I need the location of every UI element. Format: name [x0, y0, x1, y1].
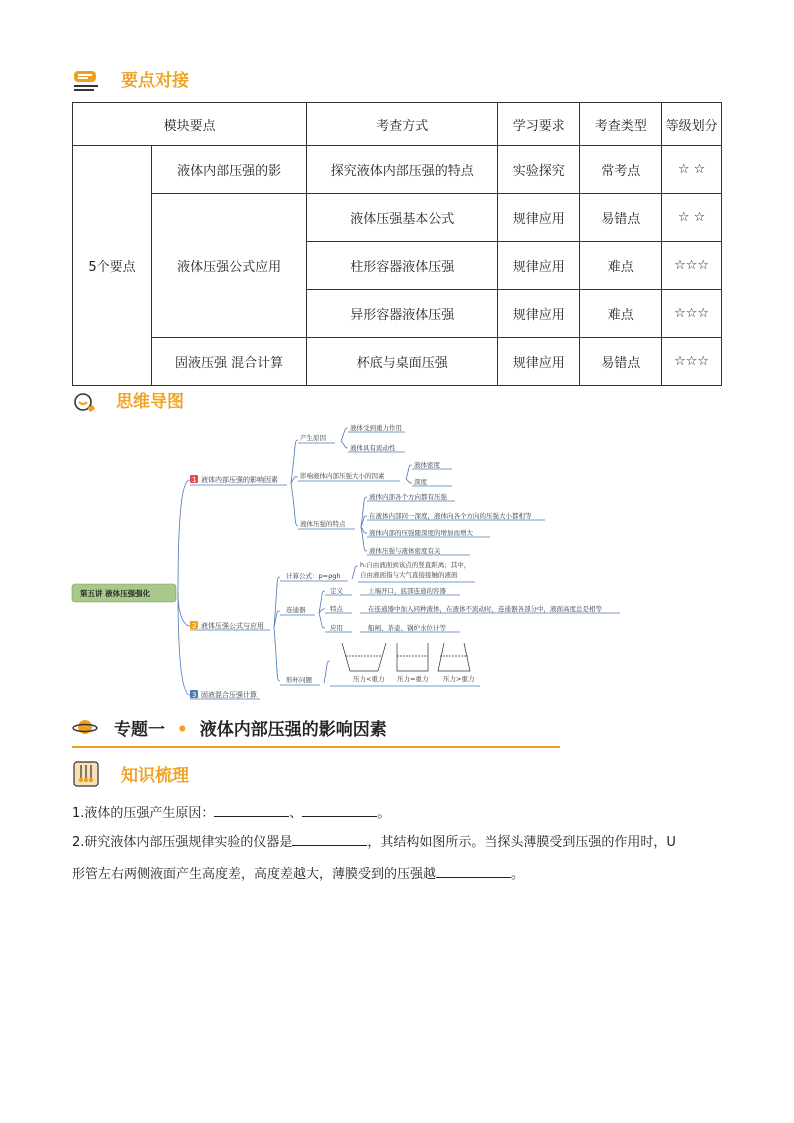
table-cell: 易错点: [580, 194, 662, 242]
table-cell: 实验探究: [498, 146, 580, 194]
q2-end: 。: [511, 867, 525, 882]
answer-blank[interactable]: [214, 804, 289, 817]
mindmap-node: 形杯问题: [286, 676, 312, 684]
topic-subtitle: 液体内部压强的影响因素: [199, 720, 387, 740]
table-header: 模块要点: [73, 103, 307, 146]
table-cell: 液体压强公式应用: [152, 194, 307, 338]
mindmap-root: 第五讲 液体压强强化: [80, 589, 151, 598]
mindmap-node: 应用: [330, 624, 343, 632]
planet-icon: [72, 716, 98, 742]
table-cell: 难点: [580, 290, 662, 338]
mindmap-branch-2: 液体压强公式与应用: [201, 622, 264, 630]
table-header: 考查方式: [307, 103, 498, 146]
table-cell: 固液压强 混合计算: [152, 338, 307, 386]
cup-label-2: 压力=重力: [397, 675, 429, 683]
q2-text: 2.研究液体内部压强规律实验的仪器是: [72, 835, 293, 850]
table-cell: 易错点: [580, 338, 662, 386]
table-row: [73, 194, 722, 242]
table-cell: 难点: [580, 242, 662, 290]
table-cell: 柱形容器液体压强: [307, 242, 498, 290]
question-2: [72, 830, 722, 856]
key-points-table: [72, 102, 722, 386]
table-cell: ☆ ☆: [662, 146, 722, 194]
mindmap: [60, 415, 640, 705]
lightbulb-icon: [72, 390, 98, 418]
answer-blank[interactable]: [436, 865, 511, 878]
question-1: [72, 801, 722, 827]
table-row: [73, 338, 722, 386]
table-cell: 规律应用: [498, 338, 580, 386]
q1-text: 1.液体的压强产生原因：: [72, 806, 215, 821]
mindmap-node: 影响液体内部压强大小的因素: [300, 472, 385, 480]
mindmap-leaf: 液体压强与液体密度有关: [369, 547, 441, 555]
table-header: 等级划分: [662, 103, 722, 146]
table-cell: 规律应用: [498, 242, 580, 290]
mindmap-leaf: 深度: [414, 478, 427, 486]
table-header: 考查类型: [580, 103, 662, 146]
mindmap-leaf: h:自由液面到该点的竖直距离；其中，: [360, 561, 471, 569]
table-cell: 规律应用: [498, 290, 580, 338]
mindmap-branch-1: 液体内部压强的影响因素: [201, 476, 278, 484]
mindmap-leaf: 在连通器中加入同种液体，在液体不流动时，连通器各部分中，液面高度总是相等: [368, 605, 602, 613]
table-cell: ☆ ☆: [662, 194, 722, 242]
table-cell: 常考点: [580, 146, 662, 194]
mindmap-node: 特点: [330, 605, 343, 613]
cup-label-1: 压力<重力: [353, 675, 385, 683]
notebook-icon: [72, 68, 100, 96]
section-title-knowledge: 知识梳理: [121, 766, 189, 786]
mindmap-branch-3: 固液混合压强计算: [201, 691, 257, 699]
mindmap-leaf: 液体内部的压强随深度的增加而增大: [369, 529, 473, 537]
mindmap-node: 产生原因: [300, 434, 326, 442]
table-cell: 液体内部压强的影: [152, 146, 307, 194]
table-cell: 探究液体内部压强的特点: [307, 146, 498, 194]
mindmap-leaf: 在液体内部同一深度，液体向各个方向的压强大小都相等: [369, 512, 532, 520]
abacus-icon: [72, 760, 100, 792]
mindmap-leaf: 液体具有流动性: [350, 444, 396, 452]
table-cell: ☆☆☆: [662, 338, 722, 386]
q1-separator: 、: [289, 806, 303, 821]
badge-1: 1: [192, 476, 197, 484]
table-header: 学习要求: [498, 103, 580, 146]
mindmap-node: 定义: [330, 587, 343, 595]
section-title-mindmap: 思维导图: [116, 392, 184, 412]
mindmap-leaf: 液体内部各个方向都有压强: [369, 493, 447, 501]
cup-label-3: 压力>重力: [443, 675, 475, 683]
section-title-key-points: 要点对接: [121, 71, 189, 91]
table-row: [73, 146, 722, 194]
badge-2: 2: [192, 622, 197, 630]
table-cell: 规律应用: [498, 194, 580, 242]
table-cell: 液体压强基本公式: [307, 194, 498, 242]
mindmap-leaf: 船闸、茶壶、锅炉水位计等: [368, 624, 446, 632]
mindmap-leaf: 液体受到重力作用: [350, 424, 402, 432]
mindmap-node: 计算公式：p=ρgh: [286, 572, 341, 580]
mindmap-leaf: 自由液面指与大气直接接触的液面: [360, 571, 458, 579]
table-cell: 杯底与桌面压强: [307, 338, 498, 386]
answer-blank[interactable]: [302, 804, 377, 817]
question-2-line2: [72, 862, 722, 888]
topic-dot: •: [176, 720, 188, 740]
q2-text-line2: 形管左右两侧液面产生高度差，高度差越大，薄膜受到的压强越: [72, 867, 437, 882]
group-label: 5个要点: [73, 146, 152, 386]
mindmap-node: 连通器: [286, 606, 306, 614]
table-cell: ☆☆☆: [662, 242, 722, 290]
mindmap-node: 液体压强的特点: [300, 520, 346, 528]
mindmap-leaf: 液体密度: [414, 461, 440, 469]
topic-number: 专题一: [114, 720, 165, 740]
cup-figures: [342, 643, 470, 671]
answer-blank[interactable]: [292, 833, 367, 846]
topic-title: [114, 715, 387, 740]
q2-text-mid: ，其结构如图所示。当探头薄膜受到压强的作用时，U: [367, 835, 676, 850]
topic-underline: [72, 746, 560, 748]
table-cell: 异形容器液体压强: [307, 290, 498, 338]
q1-end: 。: [377, 806, 391, 821]
mindmap-leaf: 上端开口，底部连通的容器: [368, 587, 446, 595]
badge-3: 3: [192, 691, 197, 699]
table-cell: ☆☆☆: [662, 290, 722, 338]
